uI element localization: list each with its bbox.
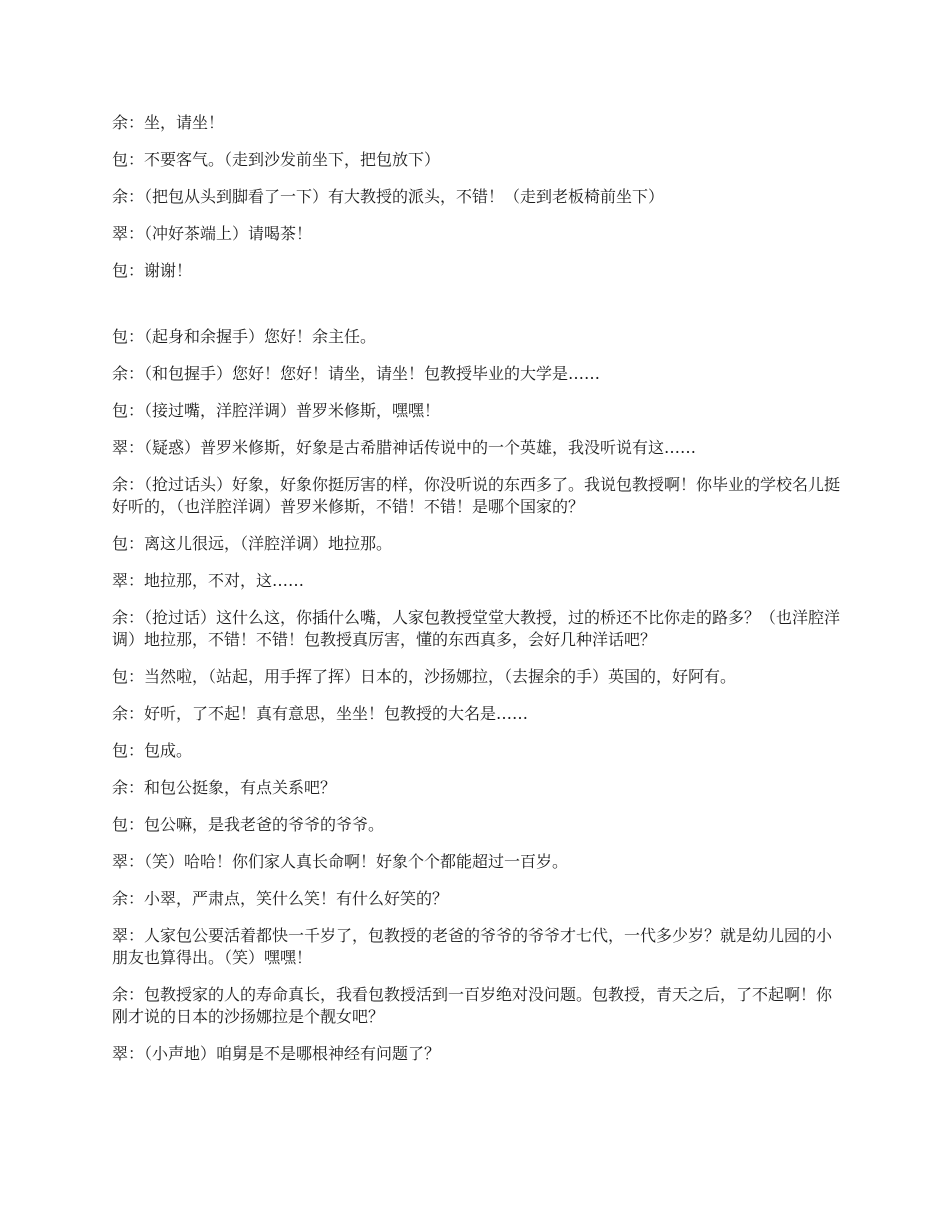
dialogue-line: 余：小翠，严肃点，笑什么笑！有什么好笑的？ <box>112 889 449 908</box>
dialogue-line: 余：（和包握手）您好！您好！请坐，请坐！包教授毕业的大学是…… <box>112 364 601 383</box>
dialogue-line: 包：谢谢！ <box>112 261 193 280</box>
section-gap <box>112 297 840 326</box>
dialogue-line: 余：（把包从头到脚看了一下）有大教授的派头，不错！（走到老板椅前坐下） <box>112 187 665 206</box>
dialogue-line: 翠：（冲好茶端上）请喝茶！ <box>112 224 313 243</box>
dialogue-line: 包：离这儿很远，（洋腔洋调）地拉那。 <box>112 534 393 553</box>
dialogue-line: 包：（接过嘴，洋腔洋调）普罗米修斯，嘿嘿！ <box>112 401 441 420</box>
dialogue-line: 翠：人家包公要活着都快一千岁了，包教授的老爸的爷爷的爷爷才七代，一代多少岁？就是幼儿园的小朋友也算得出。（笑）嘿嘿！ <box>112 926 833 967</box>
dialogue-line: 余：包教授家的人的寿命真长，我看包教授活到一百岁绝对没问题。包教授，青天之后，了不起啊！你刚才说的日本的沙扬娜拉是个靓女吧？ <box>112 985 833 1026</box>
dialogue-line: 包：包公嘛，是我老爸的爷爷的爷爷。 <box>112 815 385 834</box>
dialogue-line: 翠：（疑惑）普罗米修斯，好象是古希腊神话传说中的一个英雄，我没听说有这…… <box>112 438 697 457</box>
dialogue-line: 包：包成。 <box>112 741 193 760</box>
document-page <box>112 112 840 1080</box>
dialogue-line: 翠：（小声地）咱舅是不是哪根神经有问题了？ <box>112 1044 441 1063</box>
dialogue-line: 余：坐，请坐！ <box>112 113 225 132</box>
dialogue-line: 包：不要客气。（走到沙发前坐下，把包放下） <box>112 150 441 169</box>
dialogue-line: 翠：地拉那，不对，这…… <box>112 571 305 590</box>
dialogue-line: 包：（起身和余握手）您好！余主任。 <box>112 327 377 346</box>
dialogue-line: 余：好听，了不起！真有意思，坐坐！包教授的大名是…… <box>112 704 529 723</box>
dialogue-line: 余：和包公挺象，有点关系吧？ <box>112 778 337 797</box>
dialogue-line: 余：（抢过话头）好象，好象你挺厉害的样，你没听说的东西多了。我说包教授啊！你毕业的学校名儿挺好听的，（也洋腔洋调）普罗米修斯，不错！不错！是哪个国家的？ <box>112 475 841 516</box>
dialogue-line: 包：当然啦，（站起，用手挥了挥）日本的，沙扬娜拉，（去握余的手）英国的，好阿有。 <box>112 667 737 686</box>
dialogue-line: 翠：（笑）哈哈！你们家人真长命啊！好象个个都能超过一百岁。 <box>112 852 569 871</box>
dialogue-line: 余：（抢过话）这什么这，你插什么嘴，人家包教授堂堂大教授，过的桥还不比你走的路多？（也洋腔洋调）地拉那，不错！不错！包教授真厉害，懂的东西真多，会好几种洋话吧？ <box>112 608 841 649</box>
